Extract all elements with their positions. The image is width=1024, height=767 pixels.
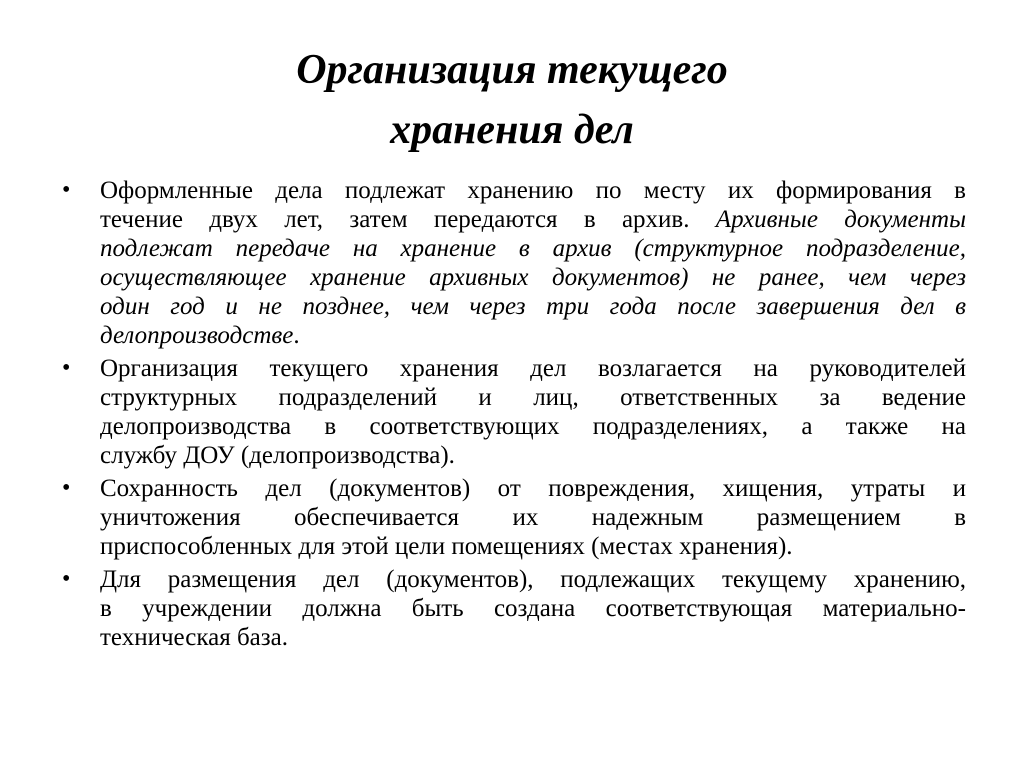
bullet-list	[62, 176, 966, 656]
bullet-icon: •	[62, 177, 71, 203]
list-item	[62, 565, 966, 652]
text-line: Сохранность дел (документов) от повреждения, хищения, утраты и	[100, 475, 966, 502]
slide-title	[0, 40, 1024, 160]
text-line	[100, 205, 966, 234]
text-line: техническая база.	[100, 624, 288, 651]
text-line: Организация текущего хранения дел возлагается на руководителей	[100, 355, 966, 382]
text-line: приспособленных для этой цели помещениях (местах хранения).	[100, 533, 793, 560]
title-line-1: Организация текущего	[296, 47, 728, 93]
list-item	[62, 354, 966, 470]
bullet-icon: •	[62, 566, 71, 592]
title-line-2: хранения дел	[390, 107, 634, 153]
bullet-icon: •	[62, 475, 71, 501]
bullet-icon: •	[62, 355, 71, 381]
text-line: уничтожения обеспечивается их надежным размещением в	[100, 504, 966, 531]
italic-segment: Архивные документы	[715, 206, 966, 233]
text-line: делопроизводства в соответствующих подразделениях, а также на	[100, 413, 966, 440]
text-line: осуществляющее хранение архивных документов) не ранее, чем через	[100, 264, 966, 291]
text-line: Оформленные дела подлежат хранению по месту их формирования в	[100, 177, 966, 204]
text-line	[100, 321, 966, 350]
text-line: Для размещения дел (документов), подлежащих текущему хранению,	[100, 566, 966, 593]
list-item	[62, 474, 966, 561]
italic-segment: делопроизводстве	[100, 322, 294, 349]
text-line: в учреждении должна быть создана соответствующая материально-	[100, 595, 966, 622]
text-line: структурных подразделений и лиц, ответственных за ведение	[100, 384, 966, 411]
text-line: один год и не позднее, чем через три года после завершения дел в	[100, 293, 966, 320]
text-segment: течение двух лет, затем передаются в архив.	[100, 206, 690, 233]
text-line: службу ДОУ (делопроизводства).	[100, 442, 455, 469]
list-item	[62, 176, 966, 350]
text-segment: .	[293, 322, 300, 349]
text-line: подлежат передаче на хранение в архив (структурное подразделение,	[100, 235, 966, 262]
